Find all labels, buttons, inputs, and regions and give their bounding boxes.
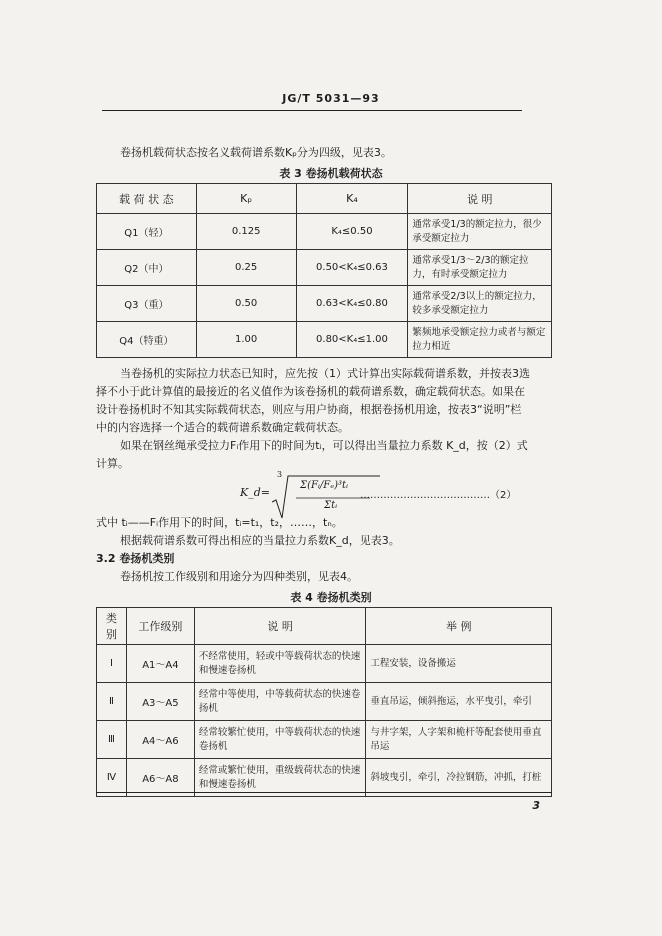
para1-line: 设计卷扬机时不知其实际载荷状态，则应与用户协商，根据卷扬机用途，按表3“说明”栏	[96, 403, 522, 416]
formula-number: …………………………………（2）	[360, 490, 517, 501]
table3-cell: 0.125	[196, 214, 296, 250]
formula-lhs: K_d=	[240, 486, 270, 499]
table4-cell: 垂直吊运，倾斜拖运，水平曳引，牵引	[366, 683, 552, 721]
table-row	[97, 250, 552, 286]
table4	[96, 607, 552, 797]
table3-caption: 表 3 卷扬机载荷状态	[279, 167, 383, 180]
para1-line: 择不小于此计算值的最接近的名义值作为该卷扬机的载荷谱系数，确定载荷状态。如果在	[96, 385, 525, 398]
table4-cell: 经常较繁忙使用，中等载荷状态的快速卷扬机	[194, 721, 366, 759]
para1-line: 当卷扬机的实际拉力状态已知时，应先按（1）式计算出实际载荷谱系数，并按表3选	[120, 367, 530, 380]
footer-rule	[96, 792, 552, 793]
table3-cell: 0.63<K₄≤0.80	[296, 286, 408, 322]
table3-col-kp: Kₚ	[196, 184, 296, 214]
table3-cell: 通常承受2/3以上的额定拉力，较多承受额定拉力	[408, 286, 552, 322]
table4-cell: 工程安装，设备搬运	[366, 645, 552, 683]
table4-cell: 经常或繁忙使用，重级载荷状态的快速和慢速卷扬机	[194, 759, 366, 797]
formula-root-index: 3	[277, 470, 283, 479]
table-row	[97, 286, 552, 322]
table3-cell: 通常承受1/3的额定拉力，很少承受额定拉力	[408, 214, 552, 250]
header-rule	[102, 110, 522, 111]
table-row	[97, 759, 552, 797]
table4-cell: A4～A6	[126, 721, 194, 759]
table3-cell: 繁频地承受额定拉力或者与额定拉力相近	[408, 322, 552, 358]
table-row	[97, 214, 552, 250]
table4-cell: 经常中等使用，中等载荷状态的快速卷扬机	[194, 683, 366, 721]
table3-cell: Q2（中）	[97, 250, 197, 286]
para3: 根据载荷谱系数可得出相应的当量拉力系数K_d，见表3。	[120, 534, 400, 547]
table4-cell: Ⅰ	[97, 645, 127, 683]
intro-line: 卷扬机载荷状态按名义载荷谱系数Kₚ分为四级，见表3。	[120, 146, 392, 159]
para2-line: 如果在钢丝绳承受拉力Fᵢ作用下的时间为tᵢ，可以得出当量拉力系数 K_d，按（2）式	[120, 439, 528, 452]
table3-cell: K₄≤0.50	[296, 214, 408, 250]
section-heading: 3.2 卷扬机类别	[96, 552, 175, 565]
table4-cell: 不经常使用，轻或中等载荷状态的快速和慢速卷扬机	[194, 645, 366, 683]
para2-line: 计算。	[96, 457, 129, 470]
table4-cell: A1～A4	[126, 645, 194, 683]
table3-cell: Q3（重）	[97, 286, 197, 322]
standard-code: JG/T 5031—93	[282, 92, 380, 105]
table3-cell: 0.50<K₄≤0.63	[296, 250, 408, 286]
table4-cell: 斜坡曳引，牵引，冷拉钢筋，冲抓，打桩	[366, 759, 552, 797]
para1-line: 中的内容选择一个适合的载荷谱系数确定载荷状态。	[96, 421, 349, 434]
table4-col-example: 举 例	[366, 608, 552, 645]
table4-caption: 表 4 卷扬机类别	[290, 591, 372, 604]
table-row	[97, 683, 552, 721]
table3-col-note: 说 明	[408, 184, 552, 214]
section-text: 卷扬机按工作级别和用途分为四种类别，见表4。	[120, 570, 358, 583]
table4-cell: A6～A8	[126, 759, 194, 797]
table3-header-row	[97, 184, 552, 214]
table3-cell: 0.80<K₄≤1.00	[296, 322, 408, 358]
table3-cell: Q4（特重）	[97, 322, 197, 358]
formula-numerator: Σ(Fᵢ/Fₑ)³tᵢ	[300, 480, 349, 491]
table3-col-k4: K₄	[296, 184, 408, 214]
table3	[96, 183, 552, 358]
table4-cell: 与井字架，人字架和桅杆等配套使用垂直吊运	[366, 721, 552, 759]
table4-cell: A3～A5	[126, 683, 194, 721]
table3-cell: 通常承受1/3～2/3的额定拉力，有时承受额定拉力	[408, 250, 552, 286]
table3-cell: 1.00	[196, 322, 296, 358]
table4-cell: Ⅱ	[97, 683, 127, 721]
table3-col-state: 载 荷 状 态	[97, 184, 197, 214]
table-row	[97, 645, 552, 683]
table3-cell: 0.25	[196, 250, 296, 286]
table-row	[97, 322, 552, 358]
table4-col-note: 说 明	[194, 608, 366, 645]
formula-denominator: Σtᵢ	[324, 500, 338, 511]
table4-col-level: 工作级别	[126, 608, 194, 645]
table4-cell: Ⅳ	[97, 759, 127, 797]
table3-cell: Q1（轻）	[97, 214, 197, 250]
page-number: 3	[532, 799, 540, 812]
table3-cell: 0.50	[196, 286, 296, 322]
table4-header-row	[97, 608, 552, 645]
table-row	[97, 721, 552, 759]
table4-cell: Ⅲ	[97, 721, 127, 759]
table4-col-class: 类别	[97, 608, 127, 645]
where-line: 式中 tᵢ——Fᵢ作用下的时间，tᵢ=t₁，t₂，……，tₙ。	[96, 516, 343, 529]
